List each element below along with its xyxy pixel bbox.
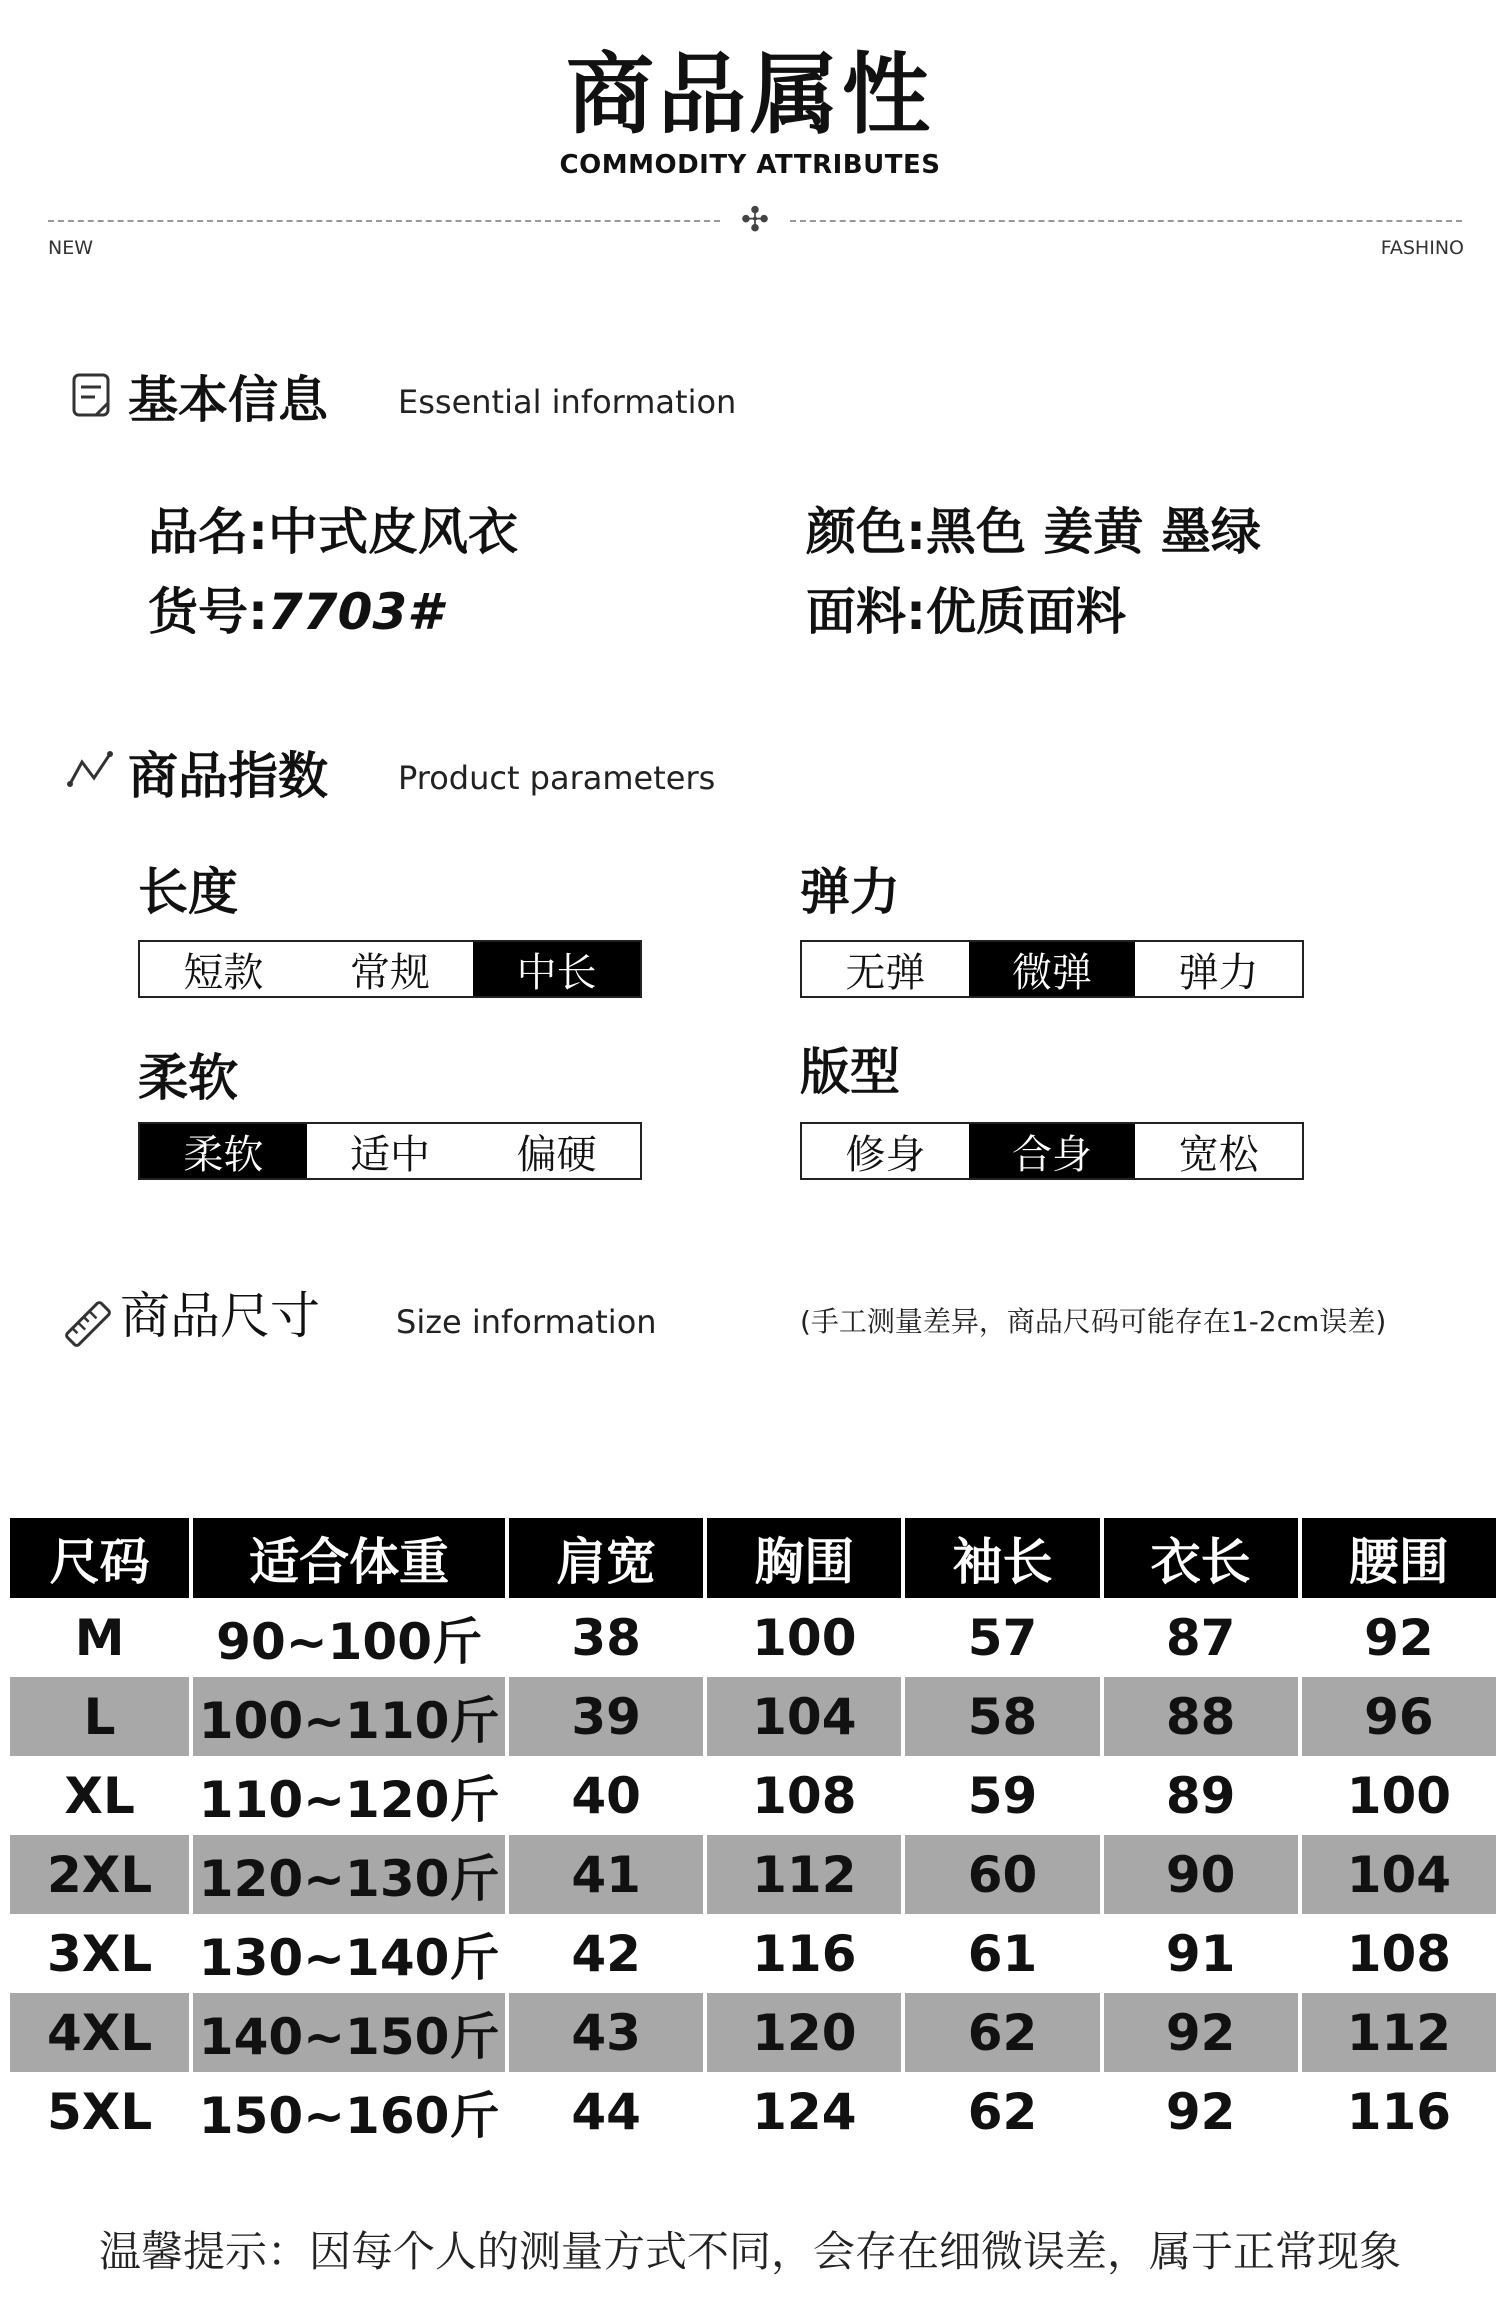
section-title-params: 商品指数 xyxy=(128,747,328,805)
table-cell: 120 xyxy=(705,1993,903,2072)
move-cross-icon: ✣ xyxy=(740,200,770,240)
table-cell: 57 xyxy=(903,1598,1101,1677)
table-cell: 130~140斤 xyxy=(191,1914,507,1993)
table-cell: 39 xyxy=(507,1677,705,1756)
header-left-tag: NEW xyxy=(48,237,94,259)
param-option: 宽松 xyxy=(1178,1131,1259,1178)
table-cell: 89 xyxy=(1102,1756,1300,1835)
table-cell: XL xyxy=(8,1756,191,1835)
table-cell: 87 xyxy=(1102,1598,1300,1677)
table-cell: 90~100斤 xyxy=(191,1598,507,1677)
header-divider-left xyxy=(48,220,720,222)
table-cell: 40 xyxy=(507,1756,705,1835)
section-title-size: 商品尺寸 xyxy=(120,1287,320,1345)
section-subtitle-size: Size information xyxy=(396,1303,657,1341)
section-subtitle-basic: Essential information xyxy=(398,383,737,421)
table-cell: 60 xyxy=(903,1835,1101,1914)
table-cell: 110~120斤 xyxy=(191,1756,507,1835)
color-label: 颜色: xyxy=(806,503,926,561)
header-right-tag: FASHINO xyxy=(1380,237,1464,259)
table-cell: 44 xyxy=(507,2072,705,2151)
table-cell: 90 xyxy=(1102,1835,1300,1914)
table-cell: 2XL xyxy=(8,1835,191,1914)
size-table-header-cell: 肩宽 xyxy=(507,1518,705,1598)
param-option: 无弹 xyxy=(845,949,926,996)
document-icon xyxy=(70,372,118,420)
sku-row xyxy=(148,580,442,644)
param-option: 适中 xyxy=(350,1131,430,1178)
table-cell: 3XL xyxy=(8,1914,191,1993)
table-cell: 108 xyxy=(705,1756,903,1835)
color-value: 黑色 姜黄 墨绿 xyxy=(926,503,1261,561)
param-softness-scale xyxy=(138,1122,642,1180)
param-option: 偏硬 xyxy=(516,1131,597,1178)
size-measure-note: (手工测量差异，商品尺码可能存在1-2cm误差) xyxy=(800,1305,1387,1338)
table-cell: 108 xyxy=(1300,1914,1498,1993)
size-table-header-cell: 适合体重 xyxy=(191,1518,507,1598)
param-softness-title: 柔软 xyxy=(138,1049,238,1107)
sku-value: 7703# xyxy=(268,583,442,641)
table-cell: 43 xyxy=(507,1993,705,2072)
size-table-header xyxy=(8,1518,1498,1598)
param-elasticity-scale xyxy=(800,940,1304,998)
trend-line-icon xyxy=(66,748,114,796)
table-cell: L xyxy=(8,1677,191,1756)
table-cell: 104 xyxy=(1300,1835,1498,1914)
section-subtitle-params: Product parameters xyxy=(398,759,716,797)
table-cell: 61 xyxy=(903,1914,1101,1993)
product-name-label: 品名: xyxy=(148,503,268,561)
param-option: 柔软 xyxy=(140,1124,307,1178)
size-table xyxy=(6,1518,1500,2151)
table-row xyxy=(8,1914,1498,1993)
param-option: 短款 xyxy=(183,949,264,996)
table-cell: 62 xyxy=(903,2072,1101,2151)
size-table-header-cell: 袖长 xyxy=(903,1518,1101,1598)
param-option: 修身 xyxy=(845,1131,926,1178)
table-row xyxy=(8,1677,1498,1756)
table-cell: 124 xyxy=(705,2072,903,2151)
product-name-row xyxy=(148,500,518,564)
footer-tip: 温馨提示：因每个人的测量方式不同，会存在细微误差，属于正常现象 xyxy=(98,2227,1401,2276)
table-cell: 92 xyxy=(1300,1598,1498,1677)
header-divider-right xyxy=(790,220,1462,222)
size-table-header-cell: 衣长 xyxy=(1102,1518,1300,1598)
table-row xyxy=(8,1835,1498,1914)
table-row xyxy=(8,1598,1498,1677)
fabric-value: 优质面料 xyxy=(926,583,1126,641)
sku-label: 货号: xyxy=(148,583,268,641)
table-cell: 150~160斤 xyxy=(191,2072,507,2151)
table-cell: 112 xyxy=(705,1835,903,1914)
fabric-label: 面料: xyxy=(806,583,926,641)
product-name-value: 中式皮风衣 xyxy=(268,503,518,561)
table-cell: 116 xyxy=(1300,2072,1498,2151)
table-cell: 38 xyxy=(507,1598,705,1677)
param-elasticity-title: 弹力 xyxy=(800,863,900,921)
param-fit-title: 版型 xyxy=(800,1043,900,1101)
size-table-header-cell: 尺码 xyxy=(8,1518,191,1598)
table-cell: 100 xyxy=(705,1598,903,1677)
table-row xyxy=(8,1993,1498,2072)
page-title: 商品属性 xyxy=(565,43,934,146)
table-cell: 120~130斤 xyxy=(191,1835,507,1914)
table-cell: 62 xyxy=(903,1993,1101,2072)
param-option: 弹力 xyxy=(1178,949,1259,996)
param-length-scale xyxy=(138,940,642,998)
table-cell: 116 xyxy=(705,1914,903,1993)
table-cell: 4XL xyxy=(8,1993,191,2072)
table-cell: M xyxy=(8,1598,191,1677)
table-cell: 59 xyxy=(903,1756,1101,1835)
table-cell: 58 xyxy=(903,1677,1101,1756)
table-cell: 88 xyxy=(1102,1677,1300,1756)
param-fit-scale xyxy=(800,1122,1304,1180)
ruler-icon xyxy=(62,1298,110,1346)
param-option: 常规 xyxy=(350,949,430,996)
table-cell: 112 xyxy=(1300,1993,1498,2072)
param-length-title: 长度 xyxy=(138,863,238,921)
size-table-body xyxy=(8,1598,1498,2151)
size-table-header-cell: 腰围 xyxy=(1300,1518,1498,1598)
table-cell: 104 xyxy=(705,1677,903,1756)
table-cell: 92 xyxy=(1102,1993,1300,2072)
table-cell: 100~110斤 xyxy=(191,1677,507,1756)
size-table-header-cell: 胸围 xyxy=(705,1518,903,1598)
table-cell: 92 xyxy=(1102,2072,1300,2151)
param-option: 合身 xyxy=(969,1124,1136,1178)
table-cell: 91 xyxy=(1102,1914,1300,1993)
table-row xyxy=(8,2072,1498,2151)
table-cell: 41 xyxy=(507,1835,705,1914)
param-option: 中长 xyxy=(473,942,640,996)
table-row xyxy=(8,1756,1498,1835)
table-cell: 96 xyxy=(1300,1677,1498,1756)
param-option: 微弹 xyxy=(969,942,1136,996)
table-cell: 5XL xyxy=(8,2072,191,2151)
page-subtitle: COMMODITY ATTRIBUTES xyxy=(559,150,941,180)
table-cell: 140~150斤 xyxy=(191,1993,507,2072)
fabric-row xyxy=(806,580,1126,644)
table-cell: 100 xyxy=(1300,1756,1498,1835)
section-title-basic: 基本信息 xyxy=(128,371,328,429)
color-row xyxy=(806,500,1261,564)
table-cell: 42 xyxy=(507,1914,705,1993)
